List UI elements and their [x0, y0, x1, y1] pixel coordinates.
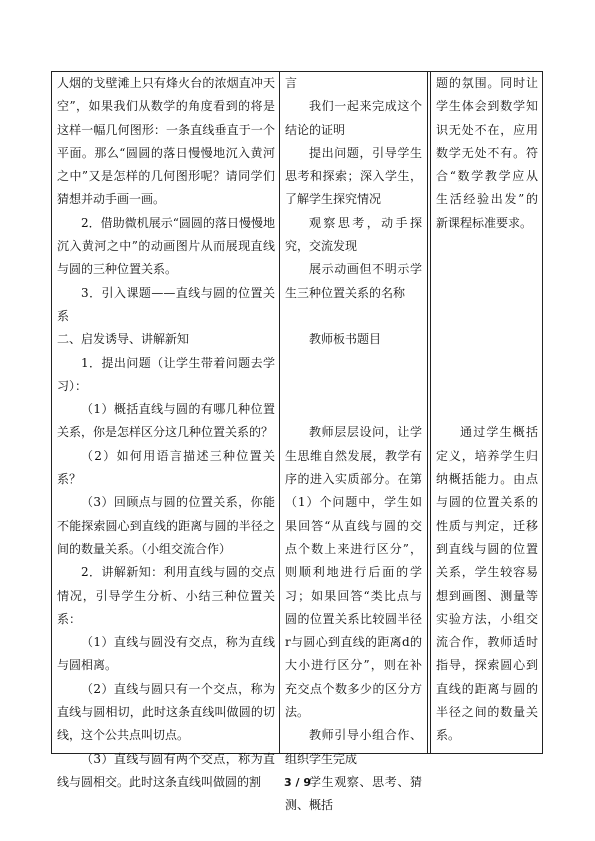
activity-paragraph: 教师引导小组合作、组织学生完成 — [285, 728, 422, 766]
activity-paragraph: 展示动画但不明示学生三种位置关系的名称 — [285, 262, 422, 300]
content-paragraph: （1）概括直线与圆的有哪几种位置关系，你是怎样区分这几种位置关系的？ — [57, 402, 275, 440]
content-paragraph: 1．提出问题（让学生带着问题去学习）： — [57, 355, 275, 393]
activity-paragraph: 学生观察、思考、猜测、概括 — [285, 774, 422, 813]
content-paragraph: （2）直线与圆只有一个交点，称为直线与圆相切，此时这条直线叫做圆的切线，这个公共点叫切点。 — [57, 681, 275, 743]
column-divider — [427, 72, 428, 753]
content-paragraph: 2．讲解新知：利用直线与圆的交点情况，引导学生分析、小结三种位置关系： — [57, 565, 275, 626]
activity-paragraph: 教师层层设问，让学生思维自然发展，教学有序的进入实质部分。在第（1）个问题中，学生如果回答“从直线与圆的交点个数上来进行区分”，则顺利地进行后面的学习；如果回答“类比点与圆的位置关系比较圆半径r与圆心到直线的距离d的大小进行区分”，则在补充交点个数多少的区分方法。 — [285, 425, 422, 720]
design-intent-column — [431, 72, 543, 753]
intent-paragraph: 通过学生概括定义，培养学生归纳概括能力。由点与圆的位置关系的性质与判定，迁移到直线与圆的位置关系，学生较容易想到画图、测量等实验方法，小组交流合作，教师适时指导，探索圆心到直线的距离与圆的半径之间的数量关系。 — [436, 425, 538, 743]
content-paragraph: 2．借助微机展示“圆圆的落日慢慢地沉入黄河之中”的动画图片从而展现直线与圆的三种位置关系。 — [57, 215, 275, 277]
activity-paragraph: 教师板书题目 — [309, 332, 382, 347]
teaching-content-column — [52, 72, 279, 789]
section-heading: 二、启发诱导、讲解新知 — [57, 332, 190, 347]
content-paragraph: 人烟的戈壁滩上只有烽火台的浓烟直冲天空”，如果我们从数学的角度看到的将是这样一幅几何图形：一条直线垂直于一个平面。那么“圆圆的落日慢慢地沉入黄河之中”又是怎样的几何图形呢？请同学们猜想并动手画一画。 — [57, 76, 275, 207]
content-paragraph: 3．引入课题——直线与圆的位置关系 — [57, 285, 275, 323]
intent-paragraph: 题的氛围。同时让学生体会到数学知识无处不在，应用数学无处不有。符合“数学教学应从生活经验出发”的新课程标准要求。 — [436, 76, 538, 230]
content-paragraph: （3）回顾点与圆的位置关系，你能不能探索圆心到直线的距离与圆的半径之间的数量关系。（小组交流合作） — [57, 495, 275, 556]
activity-paragraph: 言 — [285, 76, 298, 90]
activity-paragraph: 观察思考，动手探究，交流发现 — [285, 215, 422, 254]
content-paragraph: （3）直线与圆有两个交点，称为直线与圆相交。此时这条直线叫做圆的割 — [57, 751, 275, 789]
content-paragraph: （2）如何用语言描述三种位置关系？ — [57, 448, 275, 487]
activity-paragraph: 我们一起来完成这个结论的证明 — [285, 99, 422, 137]
activity-paragraph: 提出问题，引导学生思考和探索；深入学生，了解学生探究情况 — [285, 145, 422, 207]
content-paragraph: （1）直线与圆没有交点，称为直线与圆相离。 — [57, 635, 275, 673]
page-number: 3 / 9 — [284, 776, 311, 789]
